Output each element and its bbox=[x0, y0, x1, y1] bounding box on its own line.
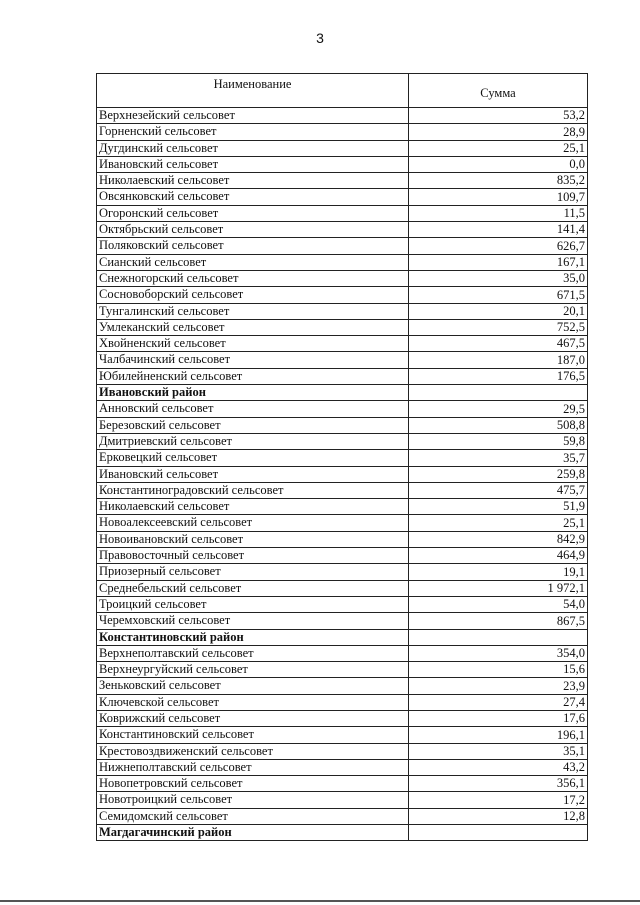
district-row bbox=[97, 629, 588, 645]
page-number: 3 bbox=[316, 30, 324, 46]
amount-cell: 259,8 bbox=[409, 466, 588, 482]
table-row bbox=[97, 450, 588, 466]
settlement-name: Семидомский сельсовет bbox=[97, 808, 409, 824]
settlement-name: Николаевский сельсовет bbox=[97, 173, 409, 189]
amount-cell: 25,1 bbox=[409, 515, 588, 531]
settlement-name: Зеньковский сельсовет bbox=[97, 678, 409, 694]
amount-cell: 17,6 bbox=[409, 710, 588, 726]
amount-cell: 475,7 bbox=[409, 482, 588, 498]
settlement-name: Константиновский сельсовет bbox=[97, 727, 409, 743]
amount-cell: 23,9 bbox=[409, 678, 588, 694]
settlement-name: Новотроицкий сельсовет bbox=[97, 792, 409, 808]
amount-cell: 626,7 bbox=[409, 238, 588, 254]
table-row bbox=[97, 287, 588, 303]
settlement-name: Ключевской сельсовет bbox=[97, 694, 409, 710]
amount-cell: 1 972,1 bbox=[409, 580, 588, 596]
amount-cell: 35,0 bbox=[409, 270, 588, 286]
settlement-name: Дугдинский сельсовет bbox=[97, 140, 409, 156]
district-name: Ивановский район bbox=[97, 385, 409, 401]
table-row bbox=[97, 156, 588, 172]
table-row bbox=[97, 710, 588, 726]
settlement-name: Октябрьский сельсовет bbox=[97, 222, 409, 238]
amount-cell: 141,4 bbox=[409, 222, 588, 238]
amount-cell: 109,7 bbox=[409, 189, 588, 205]
district-name: Константиновский район bbox=[97, 629, 409, 645]
amount-cell: 29,5 bbox=[409, 401, 588, 417]
settlement-name: Среднебельский сельсовет bbox=[97, 580, 409, 596]
amount-cell: 28,9 bbox=[409, 124, 588, 140]
settlement-name: Крестовоздвиженский сельсовет bbox=[97, 743, 409, 759]
district-name: Магдагачинский район bbox=[97, 825, 409, 841]
table-row bbox=[97, 222, 588, 238]
table-row bbox=[97, 515, 588, 531]
settlement-name: Умлеканский сельсовет bbox=[97, 319, 409, 335]
amount-cell: 51,9 bbox=[409, 499, 588, 515]
table-row bbox=[97, 401, 588, 417]
settlement-name: Горненский сельсовет bbox=[97, 124, 409, 140]
settlement-name: Тунгалинский сельсовет bbox=[97, 303, 409, 319]
settlement-name: Верхнеургуйский сельсовет bbox=[97, 662, 409, 678]
table-row bbox=[97, 319, 588, 335]
settlement-name: Николаевский сельсовет bbox=[97, 499, 409, 515]
table-row bbox=[97, 678, 588, 694]
settlement-name: Приозерный сельсовет bbox=[97, 564, 409, 580]
amount-cell: 671,5 bbox=[409, 287, 588, 303]
amount-cell bbox=[409, 385, 588, 401]
amount-cell: 20,1 bbox=[409, 303, 588, 319]
settlement-name: Новоалексеевский сельсовет bbox=[97, 515, 409, 531]
amount-cell: 35,1 bbox=[409, 743, 588, 759]
amount-cell: 11,5 bbox=[409, 205, 588, 221]
table-row bbox=[97, 368, 588, 384]
settlement-name: Ерковецкий сельсовет bbox=[97, 450, 409, 466]
settlement-name: Анновский сельсовет bbox=[97, 401, 409, 417]
amount-cell: 0,0 bbox=[409, 156, 588, 172]
settlement-name: Коврижский сельсовет bbox=[97, 710, 409, 726]
amount-cell: 25,1 bbox=[409, 140, 588, 156]
settlement-name: Константиноградовский сельсовет bbox=[97, 482, 409, 498]
settlement-name: Троицкий сельсовет bbox=[97, 596, 409, 612]
table-row bbox=[97, 613, 588, 629]
amount-cell: 54,0 bbox=[409, 596, 588, 612]
table-row bbox=[97, 189, 588, 205]
settlement-name: Поляковский сельсовет bbox=[97, 238, 409, 254]
settlement-name: Дмитриевский сельсовет bbox=[97, 433, 409, 449]
settlement-name: Верхнеполтавский сельсовет bbox=[97, 645, 409, 661]
settlement-name: Новоивановский сельсовет bbox=[97, 531, 409, 547]
amount-cell: 196,1 bbox=[409, 727, 588, 743]
amount-cell: 354,0 bbox=[409, 645, 588, 661]
amount-cell: 752,5 bbox=[409, 319, 588, 335]
table-header-row bbox=[97, 74, 588, 108]
table-row bbox=[97, 499, 588, 515]
table-row bbox=[97, 776, 588, 792]
table-row bbox=[97, 743, 588, 759]
table-row bbox=[97, 808, 588, 824]
table-row bbox=[97, 303, 588, 319]
settlement-name: Сосновоборский сельсовет bbox=[97, 287, 409, 303]
settlement-name: Березовский сельсовет bbox=[97, 417, 409, 433]
table-row bbox=[97, 580, 588, 596]
table-row bbox=[97, 140, 588, 156]
amount-cell: 59,8 bbox=[409, 433, 588, 449]
amount-cell: 187,0 bbox=[409, 352, 588, 368]
table-row bbox=[97, 433, 588, 449]
amount-cell bbox=[409, 825, 588, 841]
amount-cell: 842,9 bbox=[409, 531, 588, 547]
district-row bbox=[97, 825, 588, 841]
table-row bbox=[97, 205, 588, 221]
scan-edge-line bbox=[0, 900, 640, 902]
amount-cell: 176,5 bbox=[409, 368, 588, 384]
settlement-name: Правовосточный сельсовет bbox=[97, 548, 409, 564]
amount-cell: 53,2 bbox=[409, 108, 588, 124]
table-row bbox=[97, 645, 588, 661]
settlement-name: Хвойненский сельсовет bbox=[97, 336, 409, 352]
table-row bbox=[97, 596, 588, 612]
settlement-name: Ивановский сельсовет bbox=[97, 156, 409, 172]
table-row bbox=[97, 270, 588, 286]
table-row bbox=[97, 759, 588, 775]
table-body bbox=[97, 108, 588, 841]
table-row bbox=[97, 173, 588, 189]
table-row bbox=[97, 417, 588, 433]
amount-cell: 356,1 bbox=[409, 776, 588, 792]
district-row bbox=[97, 385, 588, 401]
table-row bbox=[97, 482, 588, 498]
budget-table bbox=[96, 73, 588, 841]
table-row bbox=[97, 564, 588, 580]
amount-cell: 867,5 bbox=[409, 613, 588, 629]
table-row bbox=[97, 352, 588, 368]
table-row bbox=[97, 727, 588, 743]
table-row bbox=[97, 254, 588, 270]
table-row bbox=[97, 531, 588, 547]
settlement-name: Огоронский сельсовет bbox=[97, 205, 409, 221]
settlement-name: Черемховский сельсовет bbox=[97, 613, 409, 629]
amount-cell: 12,8 bbox=[409, 808, 588, 824]
settlement-name: Снежногорский сельсовет bbox=[97, 270, 409, 286]
amount-cell: 35,7 bbox=[409, 450, 588, 466]
settlement-name: Верхнезейский сельсовет bbox=[97, 108, 409, 124]
table-row bbox=[97, 662, 588, 678]
settlement-name: Юбилейненский сельсовет bbox=[97, 368, 409, 384]
settlement-name: Овсянковский сельсовет bbox=[97, 189, 409, 205]
settlement-name: Ивановский сельсовет bbox=[97, 466, 409, 482]
amount-cell: 835,2 bbox=[409, 173, 588, 189]
amount-cell: 15,6 bbox=[409, 662, 588, 678]
table-row bbox=[97, 108, 588, 124]
amount-cell: 19,1 bbox=[409, 564, 588, 580]
table-row bbox=[97, 694, 588, 710]
amount-cell: 467,5 bbox=[409, 336, 588, 352]
amount-cell: 508,8 bbox=[409, 417, 588, 433]
amount-cell bbox=[409, 629, 588, 645]
table-row bbox=[97, 466, 588, 482]
settlement-name: Новопетровский сельсовет bbox=[97, 776, 409, 792]
settlement-name: Сианский сельсовет bbox=[97, 254, 409, 270]
settlement-name: Нижнеполтавский сельсовет bbox=[97, 759, 409, 775]
table-row bbox=[97, 548, 588, 564]
amount-cell: 27,4 bbox=[409, 694, 588, 710]
amount-cell: 167,1 bbox=[409, 254, 588, 270]
amount-cell: 43,2 bbox=[409, 759, 588, 775]
amount-cell: 17,2 bbox=[409, 792, 588, 808]
amount-cell: 464,9 bbox=[409, 548, 588, 564]
table-row bbox=[97, 336, 588, 352]
column-header-name: Наименование bbox=[97, 74, 409, 108]
table-row bbox=[97, 792, 588, 808]
table-row bbox=[97, 124, 588, 140]
column-header-sum: Сумма bbox=[409, 74, 588, 108]
table-row bbox=[97, 238, 588, 254]
settlement-name: Чалбачинский сельсовет bbox=[97, 352, 409, 368]
